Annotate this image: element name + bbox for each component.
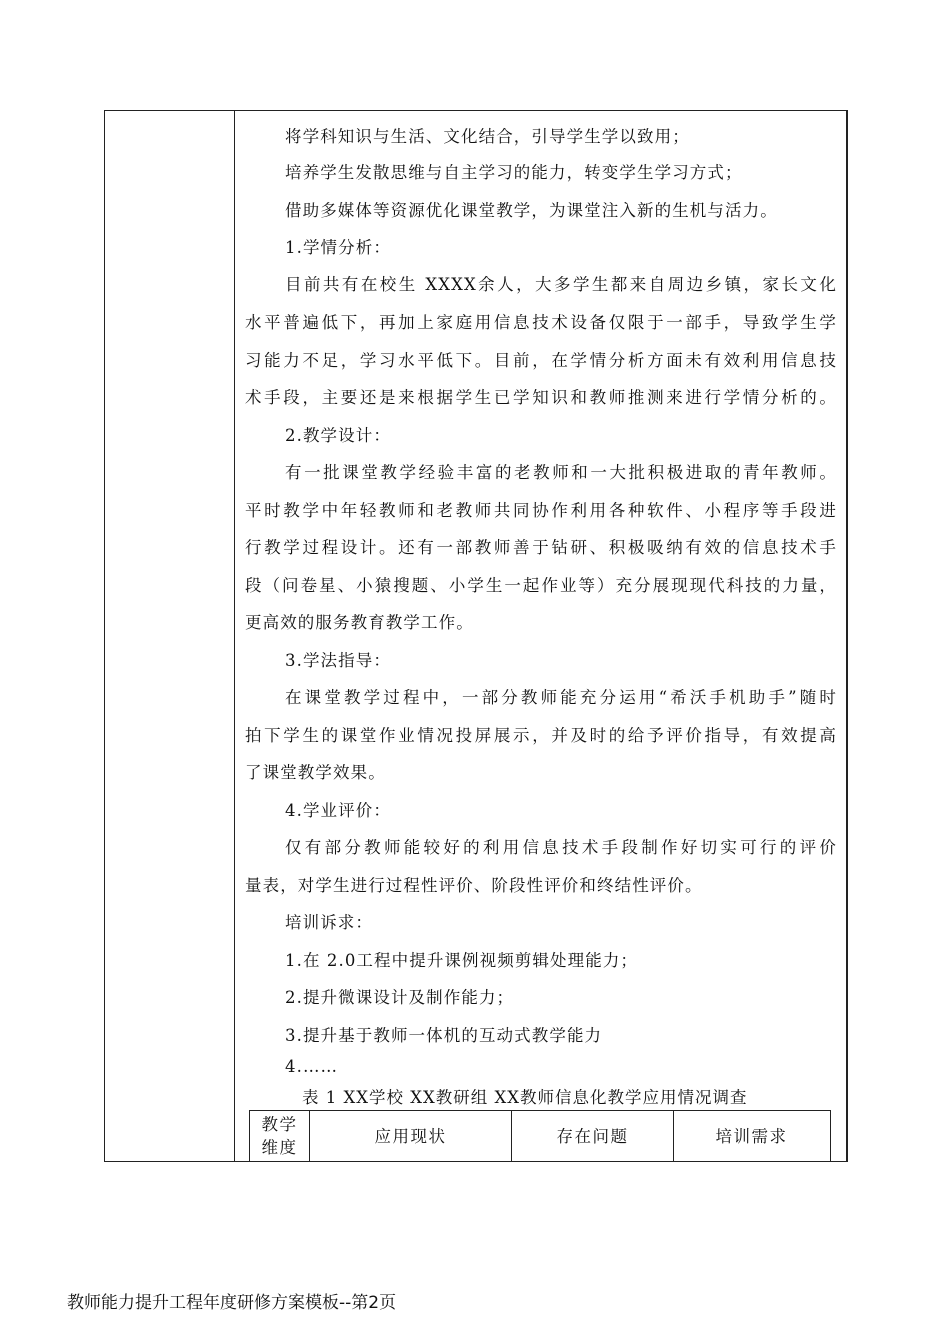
body-line: 段（问卷星、小猿搜题、小学生一起作业等）充分展现现代科技的力量， bbox=[245, 576, 837, 595]
list-item: 2.提升微课设计及制作能力； bbox=[285, 988, 515, 1007]
list-item: 4.…… bbox=[285, 1057, 339, 1076]
body-line: 有一批课堂教学经验丰富的老教师和一大批积极进取的青年教师。 bbox=[285, 463, 837, 482]
body-line: 拍下学生的课堂作业情况投屏展示，并及时的给予评价指导，有效提高 bbox=[245, 726, 837, 745]
list-item: 1.在 2.0工程中提升课例视频剪辑处理能力； bbox=[285, 951, 639, 970]
body-line: 行教学过程设计。还有一部教师善于钻研、积极吸纳有效的信息技术手 bbox=[245, 538, 837, 557]
body-line: 水平普遍低下，再加上家庭用信息技术设备仅限于一部手，导致学生学 bbox=[245, 313, 837, 332]
survey-table-header bbox=[249, 1110, 831, 1162]
body-line: 术手段，主要还是来根据学生已学知识和教师推测来进行学情分析的。 bbox=[245, 388, 837, 407]
header-cell-problems: 存在问题 bbox=[512, 1111, 674, 1161]
body-line: 借助多媒体等资源优化课堂教学，为课堂注入新的生机与活力。 bbox=[285, 201, 778, 220]
section-heading: 2.教学设计： bbox=[285, 426, 391, 445]
section-heading: 4.学业评价： bbox=[285, 801, 391, 820]
section-heading: 1.学情分析： bbox=[285, 238, 391, 257]
body-line: 平时教学中年轻教师和老教师共同协作利用各种软件、小程序等手段进 bbox=[245, 501, 837, 520]
section-heading: 培训诉求： bbox=[285, 913, 373, 932]
body-line: 目前共有在校生 XXXX余人，大多学生都来自周边乡镇，家长文化 bbox=[285, 275, 837, 294]
section-heading: 3.学法指导： bbox=[285, 651, 391, 670]
outer-table bbox=[104, 110, 848, 1162]
body-line: 培养学生发散思维与自主学习的能力，转变学生学习方式； bbox=[285, 163, 743, 182]
header-cell-status: 应用现状 bbox=[310, 1111, 512, 1161]
table-left-column bbox=[105, 111, 235, 1161]
body-line: 习能力不足，学习水平低下。目前，在学情分析方面未有效利用信息技 bbox=[245, 351, 837, 370]
body-line: 了课堂教学效果。 bbox=[245, 763, 386, 782]
body-line: 量表，对学生进行过程性评价、阶段性评价和终结性评价。 bbox=[245, 876, 703, 895]
table-caption-text: 表 1 XX学校 XX教研组 XX教师信息化教学应用情况调查 bbox=[302, 1088, 748, 1107]
body-line: 仅有部分教师能较好的利用信息技术手段制作好切实可行的评价 bbox=[285, 838, 837, 857]
header-cell-dimension: 教学维度 bbox=[250, 1111, 310, 1161]
header-cell-needs: 培训需求 bbox=[715, 1126, 788, 1146]
body-line: 将学科知识与生活、文化结合，引导学生学以致用； bbox=[285, 127, 690, 146]
page-footer: 教师能力提升工程年度研修方案模板--第2页 bbox=[67, 1293, 397, 1313]
body-line: 更高效的服务教育教学工作。 bbox=[245, 613, 474, 632]
list-item: 3.提升基于教师一体机的互动式教学能力 bbox=[285, 1026, 603, 1045]
body-line: 在课堂教学过程中，一部分教师能充分运用“希沃手机助手”随时 bbox=[285, 688, 837, 707]
